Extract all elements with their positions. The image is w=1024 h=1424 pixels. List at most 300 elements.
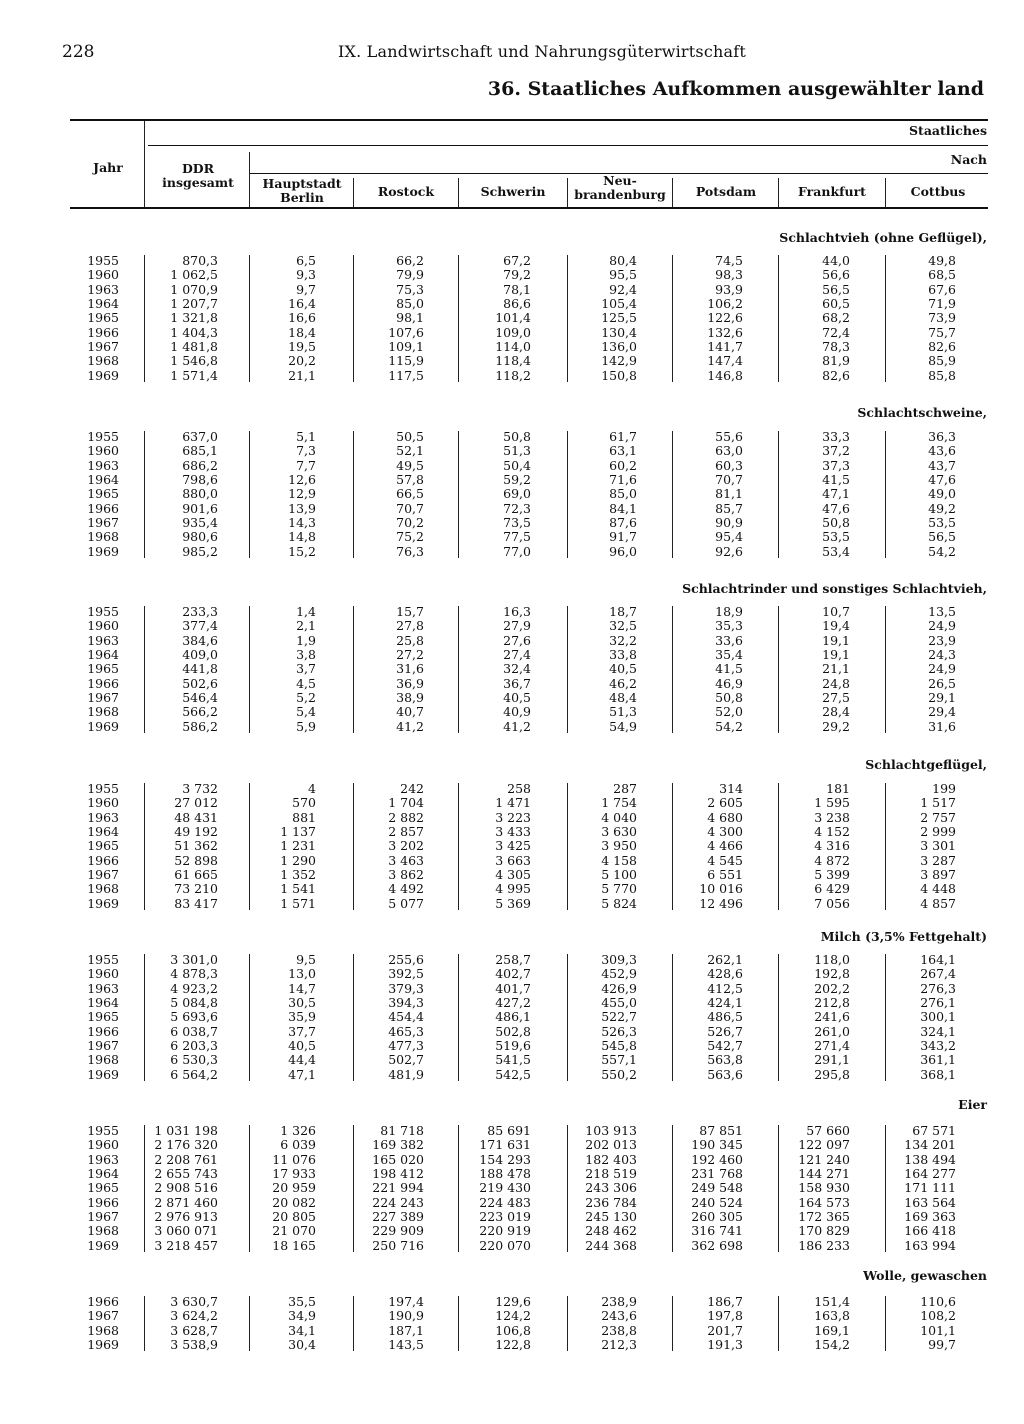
- table-row: [0, 1138, 1024, 1152]
- value-cell: 55,6: [715, 429, 743, 444]
- value-cell: 1,9: [296, 632, 316, 648]
- table-row: [0, 996, 1024, 1010]
- value-cell: 79,9: [396, 267, 424, 283]
- value-cell: 4 158: [601, 852, 637, 868]
- year-cell: 1965: [87, 838, 119, 854]
- header-divider-neubrandenburg: [672, 178, 673, 207]
- table-row: [0, 1153, 1024, 1167]
- value-cell: 50,4: [503, 457, 531, 473]
- value-cell: 12,6: [288, 472, 316, 488]
- value-cell: 309,3: [601, 952, 637, 967]
- year-cell: 1965: [87, 1180, 119, 1196]
- value-cell: 3 630: [601, 824, 637, 840]
- value-cell: 118,4: [495, 353, 531, 369]
- header-col-neubrandenburg: [568, 174, 672, 202]
- year-cell: 1955: [87, 429, 119, 444]
- value-cell: 71,9: [928, 296, 956, 312]
- value-cell: 258,7: [495, 952, 531, 967]
- value-cell: 78,3: [822, 339, 850, 355]
- value-cell: 545,8: [601, 1038, 637, 1054]
- value-cell: 146,8: [707, 367, 743, 383]
- value-cell: 14,8: [288, 529, 316, 545]
- value-cell: 276,1: [920, 995, 956, 1011]
- value-cell: 86,6: [503, 296, 531, 312]
- value-cell: 6,5: [296, 253, 316, 268]
- table-row: [0, 953, 1024, 967]
- value-cell: 4 545: [707, 852, 743, 868]
- value-cell: 4 316: [814, 838, 850, 854]
- year-cell: 1967: [87, 515, 119, 531]
- value-cell: 32,2: [609, 632, 637, 648]
- table-row: [0, 982, 1024, 996]
- year-cell: 1968: [87, 353, 119, 369]
- year-cell: 1965: [87, 1009, 119, 1025]
- value-cell: 43,6: [928, 443, 956, 459]
- value-cell: 68,5: [928, 267, 956, 283]
- header-group-label: Staatliches: [909, 123, 987, 138]
- value-cell: 121 240: [798, 1151, 850, 1167]
- value-cell: 870,3: [182, 253, 218, 268]
- value-cell: 33,8: [609, 647, 637, 663]
- value-cell: 361,1: [920, 1052, 956, 1068]
- value-cell: 51 362: [174, 838, 218, 854]
- header-bottom-rule: [70, 207, 988, 209]
- value-cell: 261,0: [814, 1023, 850, 1039]
- value-cell: 233,3: [182, 604, 218, 619]
- value-cell: 33,3: [822, 429, 850, 444]
- value-cell: 166 418: [904, 1223, 956, 1239]
- table-row: [0, 1210, 1024, 1224]
- header-divider-year: [144, 121, 145, 207]
- value-cell: 18,9: [715, 604, 743, 619]
- value-cell: 20 959: [272, 1180, 316, 1196]
- value-cell: 79,2: [503, 267, 531, 283]
- year-cell: 1969: [87, 1337, 119, 1353]
- year-cell: 1967: [87, 1209, 119, 1225]
- header-top-rule: [70, 119, 988, 121]
- value-cell: 4 448: [920, 881, 956, 897]
- value-cell: 87 851: [699, 1123, 743, 1138]
- table-row: [0, 1010, 1024, 1024]
- header-divider-rostock: [458, 178, 459, 207]
- value-cell: 3,8: [296, 647, 316, 663]
- value-cell: 17 933: [272, 1166, 316, 1182]
- value-cell: 191,3: [707, 1337, 743, 1353]
- table-row: [0, 473, 1024, 487]
- value-cell: 31,6: [928, 718, 956, 734]
- year-cell: 1966: [87, 1194, 119, 1210]
- value-cell: 1 571,4: [170, 367, 218, 383]
- value-cell: 44,0: [822, 253, 850, 268]
- value-cell: 138 494: [904, 1151, 956, 1167]
- value-cell: 238,8: [601, 1322, 637, 1338]
- value-cell: 30,4: [288, 1337, 316, 1353]
- header-divider-frankfurt: [885, 178, 886, 207]
- value-cell: 409,0: [182, 647, 218, 663]
- value-cell: 238,9: [601, 1294, 637, 1309]
- value-cell: 103 913: [585, 1123, 637, 1138]
- value-cell: 455,0: [601, 995, 637, 1011]
- value-cell: 3 624,2: [170, 1308, 218, 1324]
- value-cell: 557,1: [601, 1052, 637, 1068]
- value-cell: 5,2: [296, 690, 316, 706]
- year-cell: 1965: [87, 661, 119, 677]
- value-cell: 35,4: [715, 647, 743, 663]
- value-cell: 25,8: [396, 632, 424, 648]
- value-cell: 46,9: [715, 675, 743, 691]
- value-cell: 38,9: [396, 690, 424, 706]
- value-cell: 522,7: [601, 1009, 637, 1025]
- value-cell: 465,3: [388, 1023, 424, 1039]
- value-cell: 295,8: [814, 1066, 850, 1082]
- value-cell: 59,2: [503, 472, 531, 488]
- year-cell: 1964: [87, 647, 119, 663]
- value-cell: 19,5: [288, 339, 316, 355]
- value-cell: 73,9: [928, 310, 956, 326]
- value-cell: 1 207,7: [170, 296, 218, 312]
- value-cell: 144 271: [798, 1166, 850, 1182]
- value-cell: 316 741: [691, 1223, 743, 1239]
- value-cell: 31,6: [396, 661, 424, 677]
- table-row: [0, 720, 1024, 734]
- year-cell: 1966: [87, 1023, 119, 1039]
- value-cell: 1 062,5: [170, 267, 218, 283]
- value-cell: 394,3: [388, 995, 424, 1011]
- year-cell: 1967: [87, 867, 119, 883]
- value-cell: 198 412: [372, 1166, 424, 1182]
- value-cell: 27,4: [503, 647, 531, 663]
- value-cell: 27,9: [503, 618, 531, 634]
- value-cell: 57,8: [396, 472, 424, 488]
- value-cell: 35,9: [288, 1009, 316, 1025]
- value-cell: 1 137: [280, 824, 316, 840]
- value-cell: 2 655 743: [154, 1166, 218, 1182]
- value-cell: 220 070: [479, 1237, 531, 1253]
- value-cell: 78,1: [503, 281, 531, 297]
- value-cell: 502,8: [495, 1023, 531, 1039]
- table-row: [0, 1239, 1024, 1253]
- table-row: [0, 354, 1024, 368]
- value-cell: 77,0: [503, 543, 531, 559]
- section-title: Schlachtschweine,: [857, 405, 987, 420]
- year-cell: 1963: [87, 809, 119, 825]
- value-cell: 6 039: [280, 1137, 316, 1153]
- section-title: Schlachtvieh (ohne Geflügel),: [779, 230, 987, 245]
- header-sub-label: Nach: [950, 152, 987, 167]
- value-cell: 151,4: [814, 1294, 850, 1309]
- value-cell: 262,1: [707, 952, 743, 967]
- value-cell: 241,6: [814, 1009, 850, 1025]
- year-cell: 1968: [87, 529, 119, 545]
- value-cell: 83 417: [174, 895, 218, 911]
- value-cell: 798,6: [182, 472, 218, 488]
- header-col-berlin-line2: Berlin: [280, 190, 324, 205]
- value-cell: 142,9: [601, 353, 637, 369]
- value-cell: 220 919: [479, 1223, 531, 1239]
- table-row: [0, 283, 1024, 297]
- table-row: [0, 268, 1024, 282]
- value-cell: 542,7: [707, 1038, 743, 1054]
- value-cell: 56,6: [822, 267, 850, 283]
- value-cell: 212,3: [601, 1337, 637, 1353]
- value-cell: 40,5: [503, 690, 531, 706]
- value-cell: 526,3: [601, 1023, 637, 1039]
- value-cell: 12 496: [699, 895, 743, 911]
- value-cell: 150,8: [601, 367, 637, 383]
- value-cell: 3 950: [601, 838, 637, 854]
- table-row: [0, 1025, 1024, 1039]
- value-cell: 49,0: [928, 486, 956, 502]
- year-cell: 1966: [87, 675, 119, 691]
- table-row: [0, 487, 1024, 501]
- value-cell: 24,9: [928, 618, 956, 634]
- header-col-ddr: [150, 162, 246, 190]
- table-title: 36. Staatliches Aufkommen ausgewählter land: [487, 78, 984, 100]
- table-row: [0, 1124, 1024, 1138]
- table-row: [0, 705, 1024, 719]
- value-cell: 2 757: [920, 809, 956, 825]
- value-cell: 4 872: [814, 852, 850, 868]
- value-cell: 199: [932, 781, 956, 796]
- value-cell: 96,0: [609, 543, 637, 559]
- value-cell: 1 404,3: [170, 324, 218, 340]
- value-cell: 4 995: [495, 881, 531, 897]
- value-cell: 106,8: [495, 1322, 531, 1338]
- value-cell: 164 573: [798, 1194, 850, 1210]
- value-cell: 90,9: [715, 515, 743, 531]
- value-cell: 563,8: [707, 1052, 743, 1068]
- value-cell: 9,3: [296, 267, 316, 283]
- value-cell: 50,8: [822, 515, 850, 531]
- section-title: Schlachtgeflügel,: [865, 757, 987, 772]
- value-cell: 70,7: [715, 472, 743, 488]
- value-cell: 5,1: [296, 429, 316, 444]
- year-cell: 1955: [87, 253, 119, 268]
- year-cell: 1967: [87, 1308, 119, 1324]
- value-cell: 53,5: [822, 529, 850, 545]
- section-title: Eier: [958, 1097, 987, 1112]
- value-cell: 13,9: [288, 500, 316, 516]
- year-cell: 1969: [87, 367, 119, 383]
- value-cell: 3,7: [296, 661, 316, 677]
- value-cell: 60,5: [822, 296, 850, 312]
- value-cell: 165 020: [372, 1151, 424, 1167]
- value-cell: 324,1: [920, 1023, 956, 1039]
- value-cell: 190,9: [388, 1308, 424, 1324]
- value-cell: 1 290: [280, 852, 316, 868]
- value-cell: 4 857: [920, 895, 956, 911]
- year-cell: 1964: [87, 296, 119, 312]
- value-cell: 29,4: [928, 704, 956, 720]
- value-cell: 566,2: [182, 704, 218, 720]
- value-cell: 3 433: [495, 824, 531, 840]
- value-cell: 1 517: [920, 795, 956, 811]
- value-cell: 188 478: [479, 1166, 531, 1182]
- value-cell: 130,4: [601, 324, 637, 340]
- value-cell: 343,2: [920, 1038, 956, 1054]
- year-cell: 1966: [87, 500, 119, 516]
- value-cell: 384,6: [182, 632, 218, 648]
- value-cell: 54,2: [715, 718, 743, 734]
- table-row: [0, 459, 1024, 473]
- value-cell: 2 976 913: [154, 1209, 218, 1225]
- value-cell: 41,5: [822, 472, 850, 488]
- value-cell: 26,5: [928, 675, 956, 691]
- value-cell: 1 704: [388, 795, 424, 811]
- header-col-berlin: [252, 177, 352, 205]
- year-cell: 1968: [87, 1052, 119, 1068]
- year-cell: 1955: [87, 1123, 119, 1138]
- value-cell: 427,2: [495, 995, 531, 1011]
- value-cell: 1 352: [280, 867, 316, 883]
- value-cell: 15,2: [288, 543, 316, 559]
- year-cell: 1964: [87, 1166, 119, 1182]
- table-row: [0, 868, 1024, 882]
- value-cell: 901,6: [182, 500, 218, 516]
- value-cell: 401,7: [495, 980, 531, 996]
- value-cell: 19,1: [822, 632, 850, 648]
- value-cell: 6 429: [814, 881, 850, 897]
- value-cell: 85,0: [396, 296, 424, 312]
- value-cell: 87,6: [609, 515, 637, 531]
- value-cell: 101,1: [920, 1322, 956, 1338]
- table-row: [0, 619, 1024, 633]
- value-cell: 82,6: [822, 367, 850, 383]
- value-cell: 70,2: [396, 515, 424, 531]
- value-cell: 3 238: [814, 809, 850, 825]
- value-cell: 171 111: [904, 1180, 956, 1196]
- value-cell: 75,7: [928, 324, 956, 340]
- value-cell: 163,8: [814, 1308, 850, 1324]
- value-cell: 1 754: [601, 795, 637, 811]
- value-cell: 72,3: [503, 500, 531, 516]
- year-cell: 1968: [87, 704, 119, 720]
- value-cell: 115,9: [388, 353, 424, 369]
- nach-rule: [148, 145, 988, 146]
- value-cell: 13,5: [928, 604, 956, 619]
- value-cell: 3 218 457: [154, 1237, 218, 1253]
- value-cell: 34,1: [288, 1322, 316, 1338]
- section-title: Wolle, gewaschen: [863, 1268, 987, 1283]
- value-cell: 18,7: [609, 604, 637, 619]
- value-cell: 5 770: [601, 881, 637, 897]
- value-cell: 21 070: [272, 1223, 316, 1239]
- value-cell: 109,1: [388, 339, 424, 355]
- header-col-berlin-line1: Hauptstadt: [262, 176, 342, 191]
- value-cell: 27,2: [396, 647, 424, 663]
- value-cell: 48,4: [609, 690, 637, 706]
- value-cell: 37,3: [822, 457, 850, 473]
- value-cell: 122,6: [707, 310, 743, 326]
- value-cell: 362 698: [691, 1237, 743, 1253]
- section-title: Schlachtrinder und sonstiges Schlachtvieh,: [682, 581, 987, 596]
- table-row: [0, 839, 1024, 853]
- header-col-schwerin: Schwerin: [480, 184, 546, 199]
- value-cell: 53,5: [928, 515, 956, 531]
- table-row: [0, 1053, 1024, 1067]
- value-cell: 4 152: [814, 824, 850, 840]
- value-cell: 66,2: [396, 253, 424, 268]
- value-cell: 192,8: [814, 966, 850, 982]
- header-col-ddr-line2: insgesamt: [162, 175, 234, 190]
- value-cell: 287: [613, 781, 637, 796]
- value-cell: 3 301: [920, 838, 956, 854]
- value-cell: 56,5: [928, 529, 956, 545]
- value-cell: 47,6: [928, 472, 956, 488]
- value-cell: 3 630,7: [170, 1294, 218, 1309]
- value-cell: 29,2: [822, 718, 850, 734]
- value-cell: 502,7: [388, 1052, 424, 1068]
- value-cell: 124,2: [495, 1308, 531, 1324]
- value-cell: 36,9: [396, 675, 424, 691]
- value-cell: 10 016: [699, 881, 743, 897]
- year-cell: 1960: [87, 618, 119, 634]
- table-row: [0, 254, 1024, 268]
- value-cell: 16,6: [288, 310, 316, 326]
- value-cell: 16,3: [503, 604, 531, 619]
- table-row: [0, 326, 1024, 340]
- value-cell: 24,3: [928, 647, 956, 663]
- year-cell: 1963: [87, 632, 119, 648]
- value-cell: 2 882: [388, 809, 424, 825]
- year-cell: 1960: [87, 443, 119, 459]
- value-cell: 95,5: [609, 267, 637, 283]
- value-cell: 107,6: [388, 324, 424, 340]
- year-cell: 1969: [87, 895, 119, 911]
- value-cell: 164 277: [904, 1166, 956, 1182]
- value-cell: 221 994: [372, 1180, 424, 1196]
- table-row: [0, 1039, 1024, 1053]
- value-cell: 637,0: [182, 429, 218, 444]
- year-cell: 1965: [87, 486, 119, 502]
- value-cell: 49 192: [174, 824, 218, 840]
- value-cell: 122 097: [798, 1137, 850, 1153]
- value-cell: 98,3: [715, 267, 743, 283]
- value-cell: 212,8: [814, 995, 850, 1011]
- value-cell: 18,4: [288, 324, 316, 340]
- value-cell: 1 481,8: [170, 339, 218, 355]
- value-cell: 202 013: [585, 1137, 637, 1153]
- value-cell: 4 923,2: [170, 980, 218, 996]
- value-cell: 3 425: [495, 838, 531, 854]
- value-cell: 182 403: [585, 1151, 637, 1167]
- year-cell: 1963: [87, 457, 119, 473]
- value-cell: 40,5: [288, 1038, 316, 1054]
- value-cell: 4 040: [601, 809, 637, 825]
- value-cell: 85,7: [715, 500, 743, 516]
- value-cell: 170 829: [798, 1223, 850, 1239]
- value-cell: 291,1: [814, 1052, 850, 1068]
- value-cell: 41,2: [503, 718, 531, 734]
- value-cell: 67,2: [503, 253, 531, 268]
- value-cell: 541,5: [495, 1052, 531, 1068]
- table-row: [0, 1338, 1024, 1352]
- value-cell: 50,5: [396, 429, 424, 444]
- table-row: [0, 967, 1024, 981]
- value-cell: 3 862: [388, 867, 424, 883]
- table-row: [0, 369, 1024, 383]
- value-cell: 2,1: [296, 618, 316, 634]
- value-cell: 379,3: [388, 980, 424, 996]
- year-cell: 1966: [87, 1294, 119, 1309]
- table-row: [0, 311, 1024, 325]
- value-cell: 402,7: [495, 966, 531, 982]
- value-cell: 54,2: [928, 543, 956, 559]
- value-cell: 143,5: [388, 1337, 424, 1353]
- value-cell: 6 551: [707, 867, 743, 883]
- value-cell: 4 305: [495, 867, 531, 883]
- value-cell: 985,2: [182, 543, 218, 559]
